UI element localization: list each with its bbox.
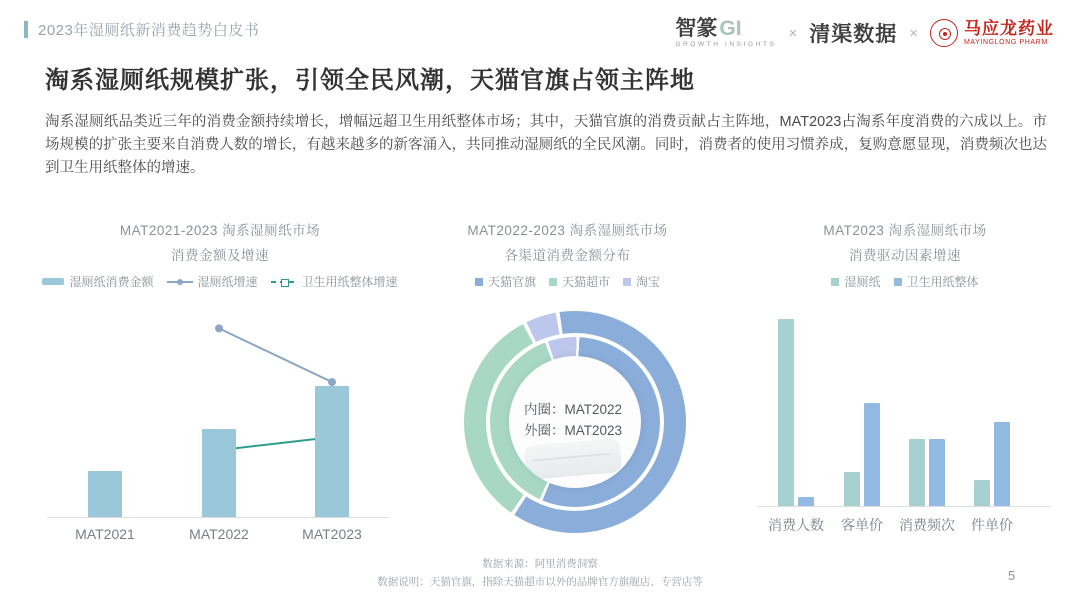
data-source-note: 数据来源：阿里消费洞察 [482,558,598,570]
x-tick-label: 件单价 [971,517,1013,533]
chart-title: MAT2022-2023 淘系湿厕纸市场 [467,223,668,238]
donut-center [509,356,641,488]
bar-MAT2022 [202,429,236,517]
x-tick-label: MAT2021 [75,526,135,542]
zhizhuan-logo [675,18,776,48]
accent-bar [24,21,28,38]
chart-consumption-trend [45,215,398,565]
bar-消费人数-卫生用纸整体 [798,497,814,506]
chart-legend [425,273,710,290]
square-swatch-icon [549,278,557,286]
square-swatch-icon [623,278,631,286]
breadcrumb: 2023年湿厕纸新消费趋势白皮书 [38,22,260,39]
line-marker-icon [215,324,223,332]
zhizhuan-gi-icon: GI [719,17,742,40]
legend-label: 天猫官旗 [487,275,536,289]
bar-消费频次-卫生用纸整体 [929,439,945,506]
x-axis [757,506,1051,507]
logo-separator: × [909,24,918,42]
body-paragraph: 淘系湿厕纸品类近三年的消费金额持续增长，增幅远超卫生用纸整体市场；其中，天猫官旗的消费贡献占主阵地，MAT2023占淘系年度消费的六成以上。市场规模的扩张主要来自消费人数的增长，有越来越多的新客涌入，共同推动湿厕纸的全民风潮。同时，消费者的使用习惯养成，复购意愿显现，消费频次也达到卫生用纸整体的增速。 [45,114,1047,176]
x-axis [47,517,389,518]
x-tick-label: MAT2023 [302,526,362,542]
chart-legend [755,273,1055,290]
bar-MAT2023 [315,386,349,517]
mayinglong-logo-subtitle: MAYINGLONG PHARM [964,39,1048,46]
chart-subtitle: 消费金额及增速 [171,248,269,263]
legend-label: 卫生用纸整体增速 [301,275,398,289]
bar-客单价-湿厕纸 [844,472,860,506]
square-swatch-icon [894,278,902,286]
legend-label: 天猫超市 [561,275,610,289]
chart-title: MAT2021-2023 淘系湿厕纸市场 [119,223,321,238]
legend-item [831,273,880,290]
legend-item [475,273,536,290]
legend-item [167,273,258,290]
data-description-note: 数据说明：天猫官旗，指除天猫超市以外的品牌官方旗舰店、专营店等 [377,576,703,588]
legend-item [42,273,153,290]
bar-消费频次-湿厕纸 [909,439,925,506]
legend-item [549,273,610,290]
line-swatch-icon [167,278,193,286]
mayinglong-logo-text: 马应龙药业 [964,19,1054,38]
legend-label: 卫生用纸整体 [906,275,979,289]
x-tick-label: MAT2022 [189,526,249,542]
bar-客单价-卫生用纸整体 [864,403,880,506]
logo-separator: × [788,24,798,42]
x-tick-label: 客单价 [841,517,883,533]
product-image-hint [524,438,623,480]
chart-title: MAT2023 淘系湿厕纸市场 [823,223,987,238]
donut-center-label: 内圈：MAT2022 外圈：MAT2023 [524,402,623,438]
chart-legend [45,273,398,290]
bar-MAT2021 [88,471,122,517]
square-swatch-icon [475,278,483,286]
line-marker-icon [328,378,336,386]
legend-item [894,273,979,290]
dashed-line-swatch-icon [271,278,297,286]
legend-label: 湿厕纸消费金额 [69,275,154,289]
legend-label: 湿厕纸 [844,275,881,289]
logo-row [675,12,1054,54]
page-title: 淘系湿厕纸规模扩张，引领全民风潮，天猫官旗占领主阵地 [45,67,695,94]
square-swatch-icon [831,278,839,286]
bar-swatch-icon [42,278,64,285]
page-number: 5 [1008,568,1016,583]
bar-件单价-卫生用纸整体 [994,422,1010,506]
chart-growth-drivers [755,215,1055,565]
mayinglong-emblem-icon [930,19,958,47]
chart-channel-distribution [425,215,710,565]
bar-消费人数-湿厕纸 [778,319,794,506]
legend-label: 淘宝 [636,275,661,289]
zhizhuan-logo-text: 智篆 [675,17,718,40]
x-tick-label: 消费频次 [899,517,955,533]
legend-item [623,273,660,290]
chart-subtitle: 各渠道消费金额分布 [504,248,631,263]
legend-item [271,273,398,290]
legend-label: 湿厕纸增速 [197,275,258,289]
donut-outer-ring [464,311,686,533]
bar-件单价-湿厕纸 [974,480,990,506]
qingqu-logo: 清渠数据 [809,23,898,46]
growth-line-湿厕纸增速 [219,328,332,382]
x-tick-label: 消费人数 [768,517,824,533]
mayinglong-logo [930,19,1054,47]
zhizhuan-logo-subtitle: GROWTH INSIGHTS [675,41,777,48]
chart-subtitle: 消费驱动因素增速 [849,248,961,263]
